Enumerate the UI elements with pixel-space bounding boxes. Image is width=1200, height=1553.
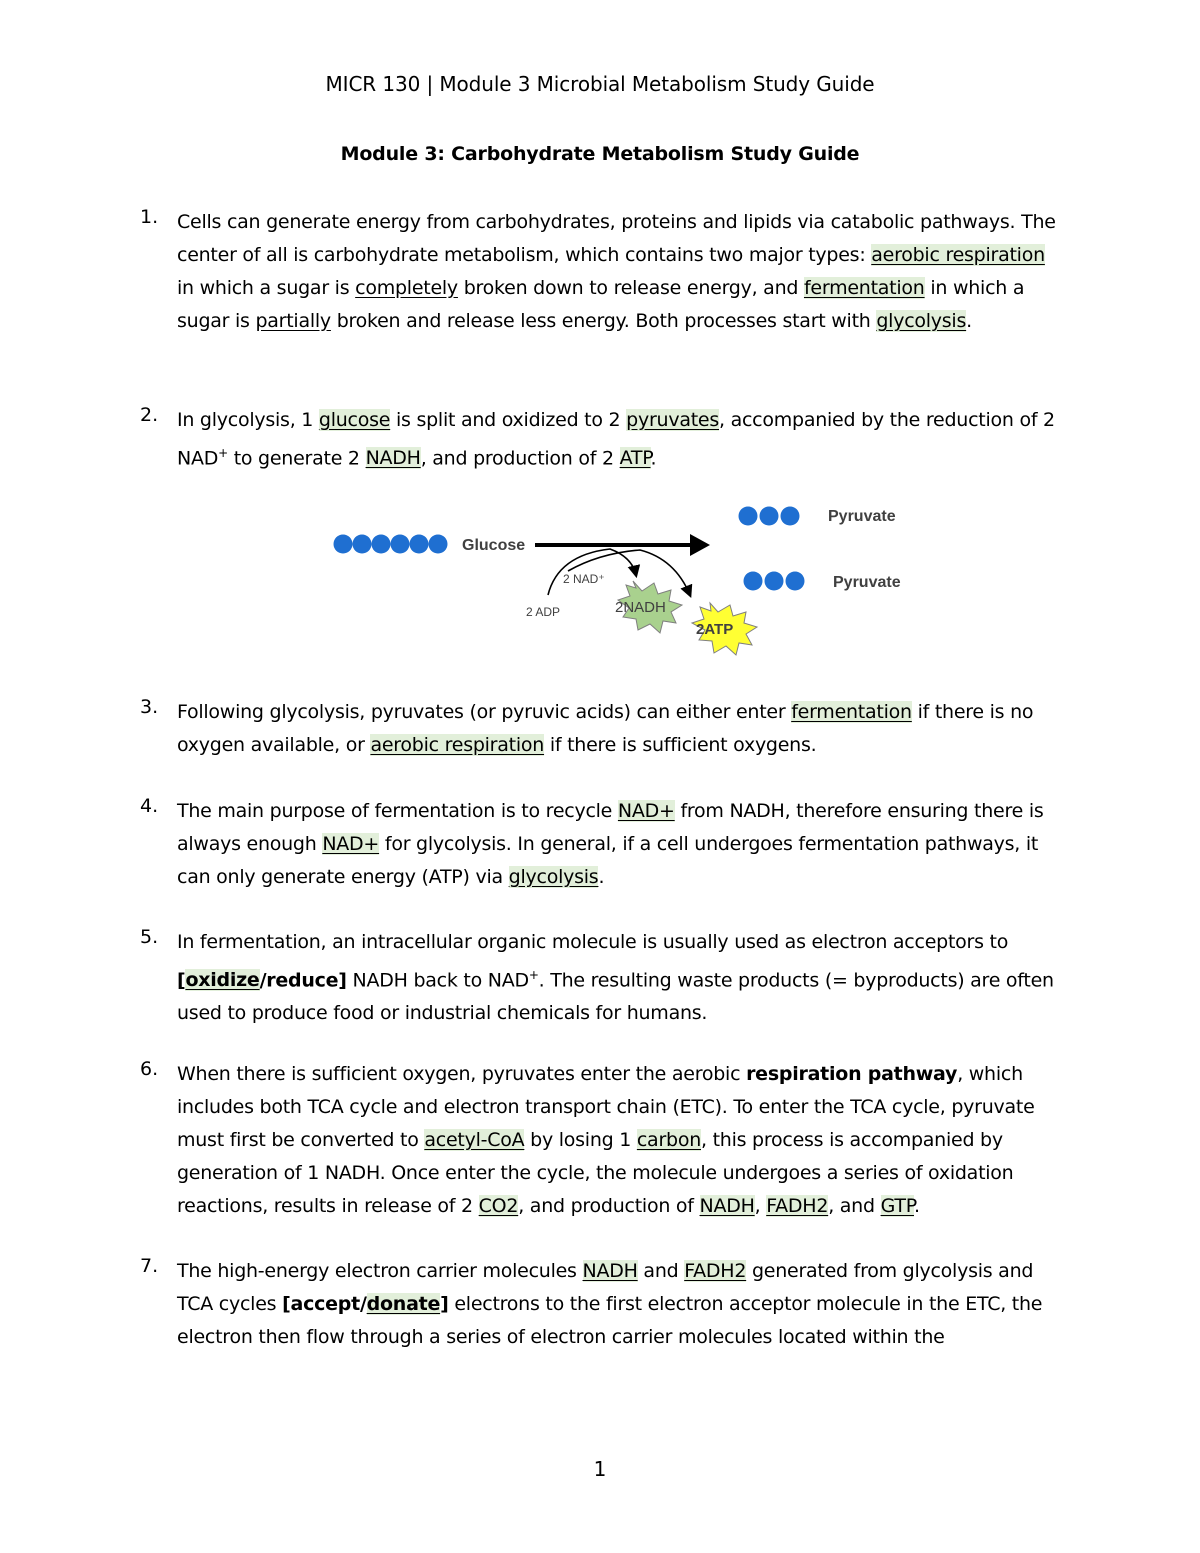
item-number: 1. bbox=[140, 206, 159, 228]
answer-blank: NADH bbox=[699, 1195, 755, 1217]
underlined-term: completely bbox=[355, 277, 458, 299]
item-text: The high-energy electron carrier molecules NADH and FADH2 generated from glycolysis and TCA cycles [accept/donate] electrons to the first electron acceptor molecule in the ETC, the electron then flow through a series of electron carrier molecules located within the bbox=[177, 1260, 1043, 1348]
answer-blank: NADH bbox=[365, 447, 421, 470]
item-number: 6. bbox=[140, 1058, 159, 1080]
item-number: 5. bbox=[140, 926, 159, 948]
glucose-molecule bbox=[334, 535, 448, 554]
answer-blank: glucose bbox=[318, 409, 391, 431]
item-text: When there is sufficient oxygen, pyruvates enter the aerobic respiration pathway, which includes both TCA cycle and electron transport chain (ETC). To enter the TCA cycle, pyruvate must first be converted to acetyl-CoA by losing 1 carbon, this process is accompanied by generation of 1 NADH. Once enter the cycle, the molecule undergoes a series of oxidation reactions, results in release of 2 CO2, and production of NADH, FADH2, and GTP. bbox=[177, 1063, 1035, 1217]
list-item-5 bbox=[140, 926, 1060, 1030]
main-arrow-head bbox=[690, 534, 710, 556]
adp-label: 2 ADP bbox=[526, 605, 561, 619]
carbon-dot bbox=[410, 535, 429, 554]
item-number: 7. bbox=[140, 1255, 159, 1277]
carbon-dot bbox=[786, 572, 805, 591]
carbon-dot bbox=[372, 535, 391, 554]
answer-blank: glycolysis bbox=[876, 310, 967, 332]
list-item-6 bbox=[140, 1058, 1060, 1223]
bold-term: respiration pathway bbox=[746, 1063, 958, 1085]
carbon-dot bbox=[739, 507, 758, 526]
answer-choice: oxidize bbox=[185, 969, 260, 992]
answer-choice: donate bbox=[366, 1293, 441, 1315]
carbon-dot bbox=[781, 507, 800, 526]
answer-blank: NAD+ bbox=[617, 800, 675, 822]
item-text: In glycolysis, 1 glucose is split and oxidized to 2 pyruvates, accompanied by the reduction of 2 NAD+ to generate 2 NADH, and production of 2 ATP. bbox=[177, 409, 1055, 470]
pyruvate-label-top: Pyruvate bbox=[828, 508, 896, 525]
item-number: 3. bbox=[140, 696, 159, 718]
carbon-dot bbox=[334, 535, 353, 554]
answer-blank: acetyl-CoA bbox=[424, 1129, 525, 1151]
answer-blank: carbon bbox=[636, 1129, 701, 1151]
list-item-7 bbox=[140, 1255, 1060, 1354]
list-item-1 bbox=[140, 206, 1060, 338]
item-number: 4. bbox=[140, 795, 159, 817]
glycolysis-diagram bbox=[320, 495, 920, 660]
answer-blank: ATP bbox=[619, 447, 651, 470]
answer-blank: aerobic respiration bbox=[871, 244, 1045, 266]
page-title: Module 3: Carbohydrate Metabolism Study Guide bbox=[340, 143, 860, 165]
underlined-term: partially bbox=[255, 310, 331, 332]
item-number: 2. bbox=[140, 404, 159, 426]
answer-blank: GTP bbox=[880, 1195, 914, 1217]
nadh-label: 2NADH bbox=[615, 599, 666, 616]
carbon-dot bbox=[760, 507, 779, 526]
pyruvate-molecule-bottom bbox=[744, 572, 805, 591]
page-number: 1 bbox=[593, 1457, 607, 1481]
pyruvate-label-bottom: Pyruvate bbox=[833, 574, 901, 591]
item-text: In fermentation, an intracellular organic molecule is usually used as electron acceptors to [oxidize/reduce] NADH back to NAD+. The resulting waste products (= byproducts) are often used to produce food or industrial chemicals for humans. bbox=[177, 931, 1054, 1025]
answer-blank: aerobic respiration bbox=[370, 734, 545, 756]
item-text: Cells can generate energy from carbohydrates, proteins and lipids via catabolic pathways. The center of all is carbohydrate metabolism, which contains two major types: aerobic respiration in which a sugar is completely broken down to release energy, and fermentation in which a sugar is partially broken and release less energy. Both processes start with glycolysis. bbox=[177, 211, 1056, 332]
carbon-dot bbox=[391, 535, 410, 554]
glucose-label: Glucose bbox=[462, 537, 526, 554]
list-item-3 bbox=[140, 696, 1060, 762]
answer-blank: FADH2 bbox=[684, 1260, 747, 1282]
answer-blank: fermentation bbox=[791, 701, 912, 723]
answer-blank: NAD+ bbox=[322, 833, 380, 855]
pyruvate-molecule-top bbox=[739, 507, 800, 526]
carbon-dot bbox=[429, 535, 448, 554]
page-header: MICR 130 | Module 3 Microbial Metabolism Study Guide bbox=[325, 72, 875, 96]
item-text: Following glycolysis, pyruvates (or pyruvic acids) can either enter fermentation if there is no oxygen available, or aerobic respiration if there is sufficient oxygens. bbox=[177, 701, 1034, 756]
answer-blank: NADH bbox=[582, 1260, 638, 1282]
answer-blank: CO2 bbox=[478, 1195, 519, 1217]
answer-blank: FADH2 bbox=[766, 1195, 829, 1217]
answer-blank: pyruvates bbox=[626, 409, 720, 431]
nad-label: 2 NAD⁺ bbox=[563, 572, 605, 586]
carbon-dot bbox=[353, 535, 372, 554]
atp-label: 2ATP bbox=[696, 621, 734, 638]
list-item-4 bbox=[140, 795, 1060, 894]
list-item-2 bbox=[140, 404, 1060, 475]
carbon-dot bbox=[744, 572, 763, 591]
carbon-dot bbox=[765, 572, 784, 591]
answer-blank: glycolysis bbox=[508, 866, 599, 888]
item-text: The main purpose of fermentation is to recycle NAD+ from NADH, therefore ensuring there is always enough NAD+ for glycolysis. In general, if a cell undergoes fermentation pathways, it can only generate energy (ATP) via glycolysis. bbox=[177, 800, 1044, 888]
answer-blank: fermentation bbox=[803, 277, 925, 299]
